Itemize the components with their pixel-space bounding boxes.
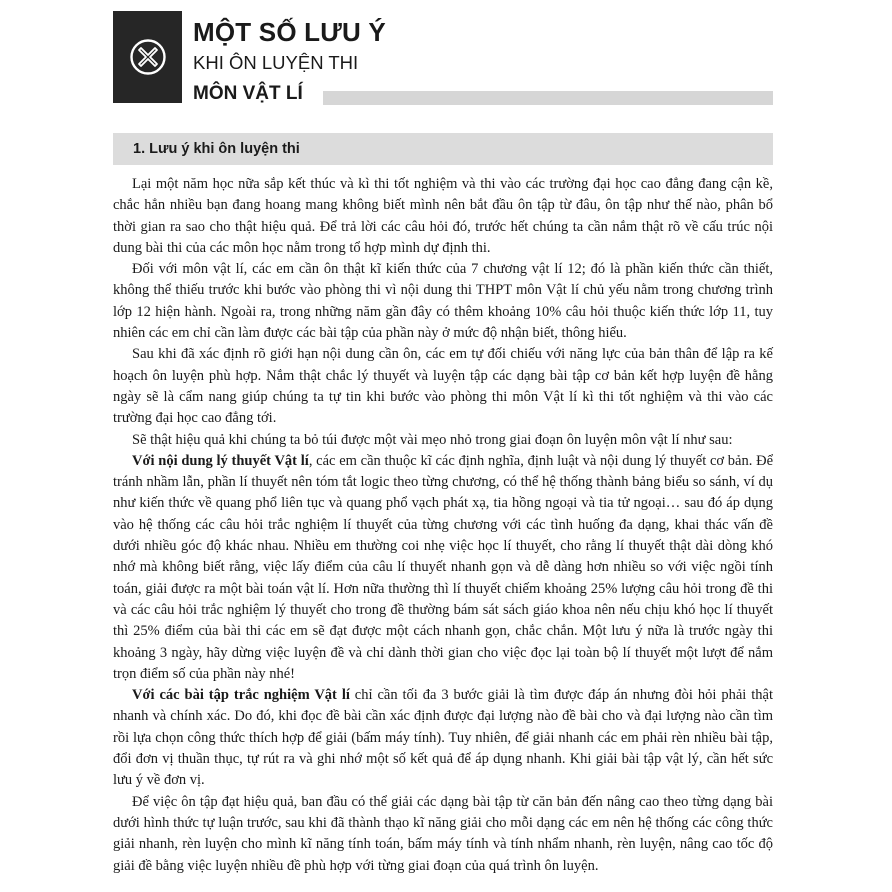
paragraph-5-text: , các em cần thuộc kĩ các định nghĩa, định luật và nội dung lý thuyết cơ bản. Để tránh nhầm lẫn, phần lí thuyết nên tóm tắt logic theo từng chương, có thể hệ thống thành bảng biểu so sánh, ví dụ như kiến thức về quang phổ liên tục và quang phổ vạch phát xạ, tia hồng ngoại và tia tử ngoại… sau đó áp dụng vào hệ thống các câu hỏi trắc nghiệm lí thuyết của từng chương với các tình huống đa dạng, khai thác vấn đề dưới nhiều góc độ khác nhau. Nhiều em thường coi nhẹ việc học lí thuyết, cho rằng lí thuyết thật dài dòng khó nhớ mà không biết rằng, việc lấy điểm của câu lí thuyết nhanh gọn và dễ dàng hơn nhiều so với việc ngồi tính toán, giải được ra một bài toán vật lí. Hơn nữa thường thì lí thuyết chiếm khoảng 25% lượng câu hỏi trong đề thi và các câu hỏi trắc nghiệm lý thuyết cho trong đề thường bám sát sách giáo khoa nên nếu chịu khó học lí thuyết thì 25% điểm của bài thi các em sẽ đạt được một cách nhanh gọn, chắc chắn. Một lưu ý nữa là trước ngày thi khoảng 3 ngày, hãy dừng việc luyện đề và chỉ dành thời gian cho việc đọc lại toàn bộ lí thuyết một lượt để nắm trọn điểm số của phần này nhé!: [113, 452, 773, 682]
paragraph-5: [113, 451, 773, 685]
header-icon-box: [113, 11, 182, 103]
page-subtitle: KHI ÔN LUYỆN THI: [193, 52, 359, 73]
paragraph-3: Sau khi đã xác định rõ giới hạn nội dung cần ôn, các em tự đối chiếu với năng lực của bản thân để lập ra kế hoạch ôn luyện phù hợp. Nắm thật chắc lý thuyết và luyện tập các dạng bài tập cơ bản kết hợp luyện đề hằng ngày sẽ là cẩm nang giúp chúng ta tự tin khi bước vào phòng thi môn Vật lí kì thi tốt nghiệm và thi vào các trường đại học cao đẳng tới.: [113, 346, 773, 427]
paragraph-7: Để việc ôn tập đạt hiệu quả, ban đầu có thể giải các dạng bài tập từ căn bản đến nâng cao theo từng dạng bài dưới hình thức tự luận trước, sau khi đã thành thạo kĩ năng giải cho mỗi dạng các em nên hệ thống các công thức giải nhanh, rèn luyện cho mình kĩ năng tính toán, bấm máy tính và tính nhẩm nhanh, rèn luyện, nâng cao tốc độ giải đề bằng việc luyện nhiều đề phù hợp với từng giai đoạn của quá trình ôn luyện.: [113, 793, 773, 874]
x-circle-icon: [128, 37, 168, 77]
paragraph-5-lead: Với nội dung lý thuyết Vật lí: [132, 452, 309, 469]
title-rule: [323, 91, 773, 105]
section-header: [113, 133, 773, 165]
paragraph-6-lead: Với các bài tập trắc nghiệm Vật lí: [132, 687, 350, 704]
body-text: [113, 174, 773, 877]
paragraph-6-text: chỉ cần tối đa 3 bước giải là tìm được đáp án nhưng đòi hỏi phải thật nhanh và chính xác. Do đó, khi đọc đề bài cần xác định được đại lượng nào đề bài cho và đại lượng nào cần tìm rồi lựa chọn công thức thích hợp để giải (bấm máy tính). Tuy nhiên, để giải nhanh các em phải rèn nhiều bài tập, đổi đơn vị thuần thục, tự rút ra và ghi nhớ một số kết quả để áp dụng nhanh. Khi giải bài tập vật lý, cần hết sức lưu ý về đơn vị.: [113, 687, 773, 789]
header-title-block: [193, 14, 773, 109]
paragraph-4: Sẽ thật hiệu quả khi chúng ta bỏ túi được một vài mẹo nhỏ trong giai đoạn ôn luyện môn vật lí như sau:: [132, 431, 733, 448]
paragraph-1: Lại một năm học nữa sắp kết thúc và kì thi tốt nghiệm và thi vào các trường đại học cao đẳng đang cận kề, chắc hẳn nhiều bạn đang hoang mang không biết mình nên bắt đầu ôn tập từ đâu, ôn tập như thế nào, phân bổ thời gian ra sao cho thật hiệu quả. Để trả lời các câu hỏi đó, trước hết chúng ta cần nắm thật rõ về cấu trúc nội dung bài thi của các môn học nằm trong tổ hợp mình dự định thi.: [113, 176, 773, 256]
section-title: 1. Lưu ý khi ôn luyện thi: [133, 141, 300, 157]
page-title: MỘT SỐ LƯU Ý: [193, 17, 386, 47]
paragraph-6: [113, 685, 773, 791]
paragraph-2: Đối với môn vật lí, các em cần ôn thật kĩ kiến thức của 7 chương vật lí 12; đó là phần kiến thức cần thiết, không thể thiếu trước khi bước vào phòng thi vì nội dung thi THPT môn Vật lí chủ yếu nằm trong chương trình lớp 12 hiện hành. Ngoài ra, trong những năm gần đây có thêm khoảng 10% câu hỏi thuộc kiến thức lớp 11, tuy nhiên các em chỉ cần làm được các bài tập của phần này ở mức độ nhận biết, thông hiểu.: [113, 261, 773, 342]
subject-title: MÔN VẬT LÍ: [193, 83, 303, 104]
